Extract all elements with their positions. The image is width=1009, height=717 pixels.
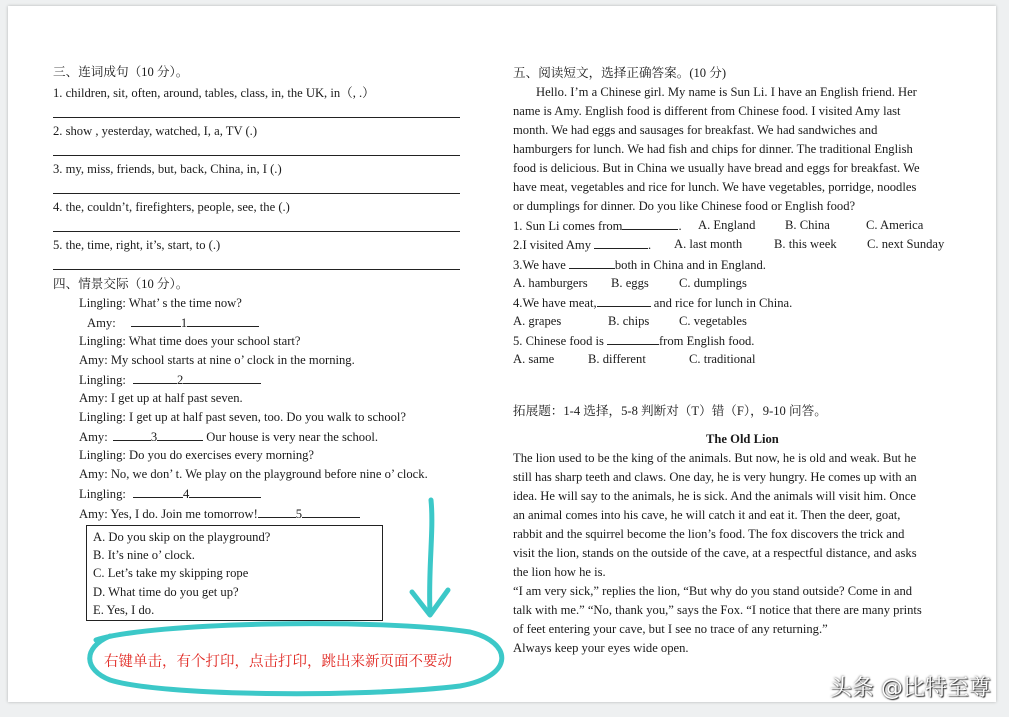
s5-question-4: 4.We have meat, and rice for lunch in China. (513, 293, 792, 313)
s3-answer-line-1 (53, 117, 460, 118)
s5-question-2: 2.I visited Amy . (513, 235, 651, 255)
section5-heading: 五、阅读短文，选择正确答案。(10 分) (513, 66, 727, 80)
dialogue-line: Lingling: What’ s the time now? (79, 296, 242, 310)
option-e: E. Yes, I do. (93, 603, 155, 617)
story-line: still has sharp teeth and claws. One day, he is very hungry. He comes up with an (513, 470, 917, 484)
s5-q3-option-c: C. dumplings (679, 276, 747, 290)
s5-q2-option-a: A. last month (674, 237, 743, 251)
story-title: The Old Lion (706, 432, 779, 446)
passage-line: month. We had eggs and sausages for breakfast. We had sandwiches and (513, 123, 878, 137)
s5-question-5: 5. Chinese food is from English food. (513, 331, 754, 351)
option-b: B. It’s nine o’ clock. (93, 548, 195, 562)
dialogue-line: Amy: I get up at half past seven. (79, 391, 243, 405)
story-line: of feet entering your cave, but I see no trace of any returning.” (513, 622, 828, 636)
story-line: visit the lion, stands on the outside of the cave, at a respectful distance, and asks (513, 546, 917, 560)
blank-number: 1 (180, 316, 188, 330)
section3-heading: 三、连词成句（10 分）。 (53, 65, 189, 79)
s3-answer-line-4 (53, 231, 460, 232)
option-d: D. What time do you get up? (93, 585, 239, 599)
story-line: an animal comes into his cave, he will catch it and eat it. Then the deer, goat, (513, 508, 901, 522)
extension-heading: 拓展题：1-4 选择，5-8 判断对（T）错（F），9-10 问答。 (513, 404, 827, 418)
dialogue-line: Amy: 1 (87, 313, 259, 333)
s5-q4-option-c: C. vegetables (679, 314, 747, 328)
dialogue-line: Lingling: 2 (79, 370, 261, 390)
s5-question-3: 3.We have both in China and in England. (513, 255, 766, 275)
dialogue-line: Lingling: What time does your school start? (79, 334, 301, 348)
dialogue-line: Amy: No, we don’ t. We play on the playground before nine o’ clock. (79, 467, 428, 481)
story-line: the lion how he is. (513, 565, 606, 579)
dialogue-line: Amy: 3 Our house is very near the school. (79, 427, 378, 447)
s3-question-2: 2. show , yesterday, watched, I, a, TV (.) (53, 124, 258, 138)
s3-question-4: 4. the, couldn’t, firefighters, people, see, the (.) (53, 200, 290, 214)
s5-q3-option-b: B. eggs (611, 276, 649, 290)
blank-number: 4 (183, 487, 190, 501)
passage-line: food is delicious. But in China we usually have bread and eggs for breakfast. We (513, 161, 920, 175)
passage-line: or dumplings for dinner. Do you like Chinese food or English food? (513, 199, 856, 213)
s3-question-3: 3. my, miss, friends, but, back, China, in, I (.) (53, 162, 282, 176)
s5-q4-option-b: B. chips (608, 314, 650, 328)
story-line: “I am very sick,” replies the lion, “But why do you stand outside? Come in and (513, 584, 913, 598)
s5-q4-option-a: A. grapes (513, 314, 562, 328)
s5-q1-option-b: B. China (785, 218, 830, 232)
s5-q2-option-b: B. this week (774, 237, 837, 251)
s5-q2-option-c: C. next Sunday (867, 237, 945, 251)
option-a: A. Do you skip on the playground? (93, 530, 271, 544)
passage-line: have meat, vegetables and rice for lunch. We have vegetables, porridge, noodles (513, 180, 917, 194)
watermark: 头条 @比特至尊 (830, 676, 991, 701)
dialogue-line: Lingling: I get up at half past seven, too. Do you walk to school? (79, 410, 407, 424)
s5-q5-option-b: B. different (588, 352, 646, 366)
blank-number: 3 (150, 430, 158, 444)
dialogue-line: Amy: My school starts at nine o’ clock in the morning. (79, 353, 355, 367)
passage-line: Hello. I’m a Chinese girl. My name is Sun Li. I have an English friend. Her (536, 85, 917, 99)
story-line: idea. He will say to the animals, he is sick. And the animals will visit him. Once (513, 489, 916, 503)
story-line: rabbit and the squirrel become the lion’s food. The fox discovers the trick and (513, 527, 905, 541)
story-line: Always keep your eyes wide open. (513, 641, 689, 655)
s3-answer-line-2 (53, 155, 460, 156)
story-line: talk with me.” “No, thank you,” says the Fox. “I notice that there are many prints (513, 603, 922, 617)
blank-number: 5 (295, 507, 303, 521)
story-line: The lion used to be the king of the animals. But now, he is old and weak. But he (513, 451, 917, 465)
s3-question-5: 5. the, time, right, it’s, start, to (.) (53, 238, 221, 252)
option-c: C. Let’s take my skipping rope (93, 566, 249, 580)
section4-heading: 四、情景交际（10 分）。 (53, 277, 189, 291)
s5-q3-option-a: A. hamburgers (513, 276, 588, 290)
s5-question-1: 1. Sun Li comes from . (513, 216, 682, 236)
blank-number: 2 (177, 373, 184, 387)
dialogue-line: Lingling: 4 (79, 484, 261, 504)
s5-q5-option-a: A. same (513, 352, 555, 366)
s5-q1-option-a: A. England (698, 218, 756, 232)
s3-answer-line-5 (53, 269, 460, 270)
s3-question-1: 1. children, sit, often, around, tables, class, in, the UK, in（, .） (53, 86, 375, 100)
s3-answer-line-3 (53, 193, 460, 194)
passage-line: name is Amy. English food is different from Chinese food. I visited Amy last (513, 104, 901, 118)
passage-line: hamburgers for lunch. We had fish and chips for dinner. The traditional English (513, 142, 913, 156)
s5-q5-option-c: C. traditional (689, 352, 756, 366)
annotation-text: 右键单击，有个打印，点击打印，跳出来新页面不要动 (104, 654, 452, 670)
dialogue-line: Amy: Yes, I do. Join me tomorrow! 5 (79, 504, 360, 524)
dialogue-line: Lingling: Do you do exercises every morning? (79, 448, 315, 462)
s5-q1-option-c: C. America (866, 218, 924, 232)
